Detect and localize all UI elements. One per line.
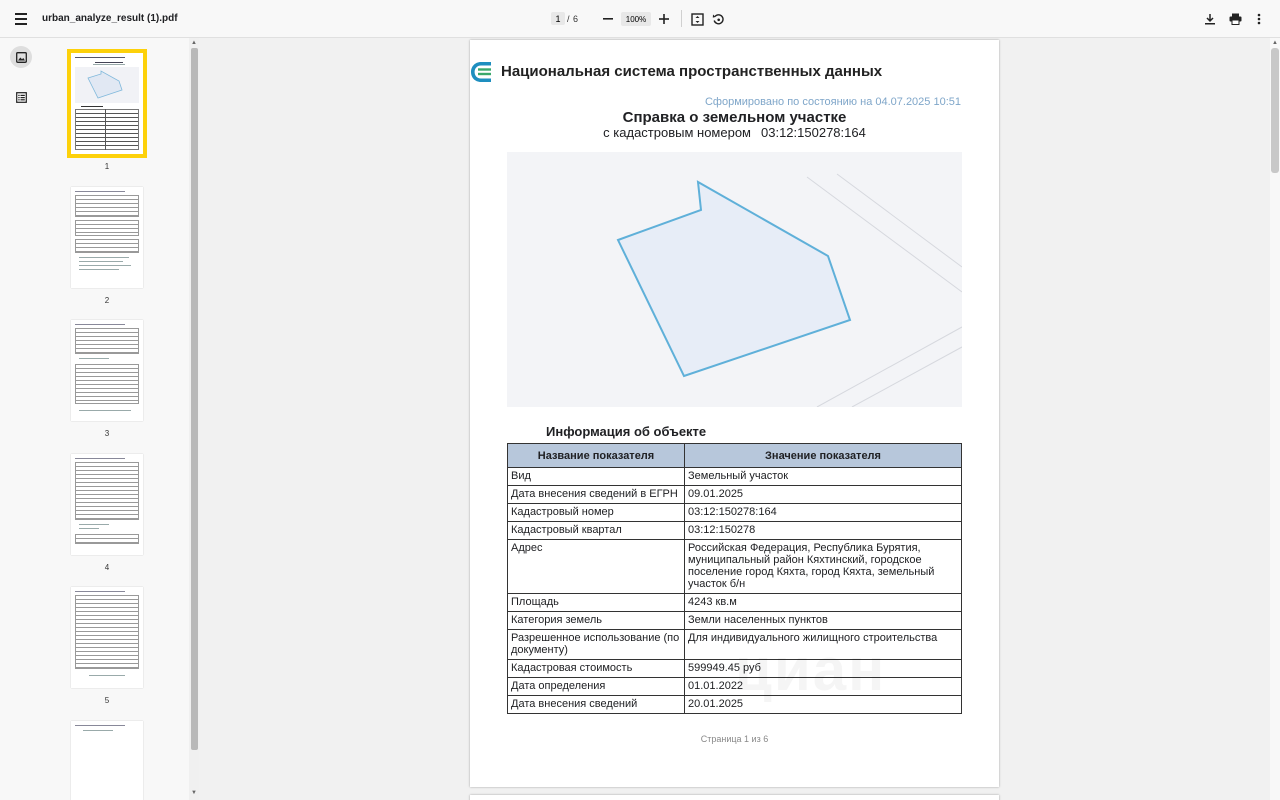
row-value: 01.01.2022 xyxy=(685,678,962,696)
page-thumbnail-label-3: 3 xyxy=(104,429,110,438)
table-row xyxy=(508,612,962,630)
page-thumbnail-label-4: 4 xyxy=(104,563,110,572)
row-label: Дата внесения сведений в ЕГРН xyxy=(508,486,685,504)
table-row xyxy=(508,594,962,612)
page-thumbnail-label-5: 5 xyxy=(104,696,110,705)
total-pages: 6 xyxy=(573,14,579,24)
row-label: Категория земель xyxy=(508,612,685,630)
zoom-input[interactable] xyxy=(621,12,651,26)
document-scrollbar[interactable] xyxy=(1270,38,1280,800)
cadastral-prefix: с кадастровым номером xyxy=(603,125,751,140)
plus-icon xyxy=(659,14,669,24)
page-thumbnail-2[interactable] xyxy=(71,187,143,288)
fit-page-icon xyxy=(691,13,704,26)
outline-view-button[interactable] xyxy=(10,86,32,108)
page-separator: / xyxy=(567,14,570,24)
row-value: 03:12:150278:164 xyxy=(685,504,962,522)
row-label: Вид xyxy=(508,468,685,486)
row-label: Кадастровый номер xyxy=(508,504,685,522)
fit-page-button[interactable] xyxy=(688,10,706,28)
more-vert-icon xyxy=(1257,13,1261,25)
row-label: Кадастровый квартал xyxy=(508,522,685,540)
main-scroll-up-arrow-icon[interactable]: ▲ xyxy=(1272,40,1278,46)
row-value: Российская Федерация, Республика Бурятия, муниципальный район Кяхтинский, городское поселение город Кяхта, город Кяхта, земельный участок б/н xyxy=(685,540,962,594)
column-header-value: Значение показателя xyxy=(685,444,962,468)
row-value: Земельный участок xyxy=(685,468,962,486)
table-row xyxy=(508,540,962,594)
row-value: 03:12:150278 xyxy=(685,522,962,540)
row-value: Для индивидуального жилищного строительства xyxy=(685,630,962,660)
print-button[interactable] xyxy=(1226,10,1244,28)
cadastral-line xyxy=(470,125,999,140)
file-name: urban_analyze_result (1).pdf xyxy=(42,13,178,24)
parcel-polygon xyxy=(618,182,850,376)
page-thumbnail-label-1: 1 xyxy=(104,162,110,171)
row-label: Площадь xyxy=(508,594,685,612)
row-label: Дата определения xyxy=(508,678,685,696)
cadastral-number: 03:12:150278:164 xyxy=(761,125,866,140)
thumbnails-view-button[interactable] xyxy=(10,46,32,68)
nspd-logo-icon xyxy=(470,60,492,84)
download-icon xyxy=(1204,13,1216,25)
row-label: Адрес xyxy=(508,540,685,594)
page-thumbnail-1[interactable] xyxy=(71,53,143,154)
column-header-name: Название показателя xyxy=(508,444,685,468)
row-label: Дата внесения сведений xyxy=(508,696,685,714)
row-value: 09.01.2025 xyxy=(685,486,962,504)
parcel-map-drawing xyxy=(507,152,962,407)
parcel-map xyxy=(507,152,962,407)
table-row xyxy=(508,468,962,486)
print-icon xyxy=(1229,13,1242,25)
row-value: 599949.45 руб xyxy=(685,660,962,678)
row-label: Кадастровая стоимость xyxy=(508,660,685,678)
scroll-up-arrow-icon[interactable]: ▲ xyxy=(191,40,197,46)
table-row xyxy=(508,504,962,522)
cian-watermark xyxy=(735,635,886,704)
generated-timestamp: Сформировано по состоянию на 04.07.2025 10:51 xyxy=(704,96,961,108)
page-thumbnail-4[interactable] xyxy=(71,454,143,555)
page-footer: Страница 1 из 6 xyxy=(700,734,769,744)
rotate-icon xyxy=(712,13,725,26)
thumbnail-scrollbar[interactable] xyxy=(189,38,199,800)
row-value: Земли населенных пунктов xyxy=(685,612,962,630)
document-title: Справка о земельном участке xyxy=(622,109,847,126)
info-section-title: Информация об объекте xyxy=(546,424,707,439)
download-button[interactable] xyxy=(1201,10,1219,28)
thumbnail-scrollbar-thumb[interactable] xyxy=(191,48,198,750)
minus-icon xyxy=(603,14,613,24)
document-scrollbar-thumb[interactable] xyxy=(1271,48,1279,173)
organization-name: Национальная система пространственных данных xyxy=(501,63,883,80)
list-icon xyxy=(16,92,27,103)
image-icon xyxy=(16,52,27,63)
row-value: 4243 кв.м xyxy=(685,594,962,612)
pdf-toolbar xyxy=(0,0,1280,38)
page-thumbnail-6[interactable] xyxy=(71,721,143,800)
sidebar-rail xyxy=(0,38,42,800)
zoom-out-button[interactable] xyxy=(599,10,617,28)
thumbnail-pane xyxy=(42,38,189,800)
more-options-button[interactable] xyxy=(1250,10,1268,28)
rotate-button[interactable] xyxy=(709,10,727,28)
page-thumbnail-3[interactable] xyxy=(71,320,143,421)
table-header-row xyxy=(508,444,962,468)
menu-icon[interactable] xyxy=(12,9,32,29)
zoom-in-button[interactable] xyxy=(655,10,673,28)
pdf-page-2 xyxy=(470,795,999,800)
table-row xyxy=(508,486,962,504)
row-value: 20.01.2025 xyxy=(685,696,962,714)
page-number-input[interactable] xyxy=(551,12,565,25)
scroll-down-arrow-icon[interactable]: ▼ xyxy=(191,790,197,796)
page-thumbnail-label-2: 2 xyxy=(104,296,110,305)
table-row xyxy=(508,522,962,540)
toolbar-divider xyxy=(681,10,682,27)
page-thumbnail-5[interactable] xyxy=(71,587,143,688)
row-label: Разрешенное использование (по документу) xyxy=(508,630,685,660)
